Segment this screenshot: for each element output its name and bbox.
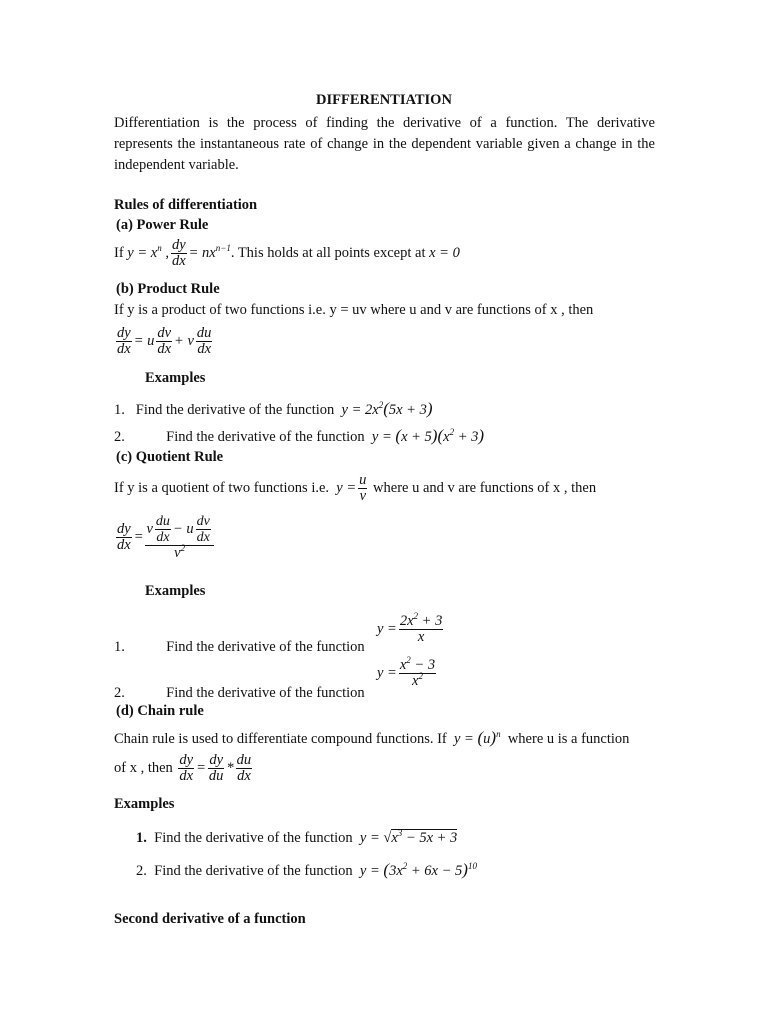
second-derivative-heading: Second derivative of a function (114, 911, 306, 927)
power-rule-heading: (a) Power Rule (116, 217, 209, 233)
example-text: Find the derivative of the function (166, 685, 365, 701)
chain-rule-line: Chain rule is used to differentiate compound functions. If $y = (u)^n$ where u is a function (114, 728, 630, 747)
chain-rule-heading: (d) Chain rule (116, 703, 204, 719)
quotient-rule-text-a: If y is a quotient of two functions i.e. (114, 479, 330, 496)
chain-rule-formula-line: of x , then $\frac{dy}{dx}$ = $\frac{dy}{du}$ * $\frac{du}{dx}$ (114, 752, 252, 784)
product-rule-line: If y is a product of two functions i.e. y = uv where u and v are functions of x , then (114, 302, 594, 318)
quotient-example-2-formula: y = $\frac{x^2 - 3}{x^2}$ (377, 655, 436, 689)
example-number: 2. (114, 429, 125, 445)
chain-rule-text-b: where u is a function (507, 731, 630, 747)
example-text: Find the derivative of the function (166, 429, 365, 445)
example-number: 1. (114, 639, 125, 655)
quotient-rule-text-b: where u and v are functions of x , then (373, 479, 597, 496)
quotient-examples-label: Examples (145, 583, 206, 599)
chain-example-2: 2. Find the derivative of the function $y = (3x^2 + 6x - 5)^{10}$ (136, 860, 477, 879)
page-title: DIFFERENTIATION (316, 92, 452, 108)
quotient-rule-heading: (c) Quotient Rule (116, 449, 224, 465)
example-number: 2. (136, 863, 147, 879)
example-number: 1. (114, 402, 125, 418)
product-rule-heading: (b) Product Rule (116, 281, 220, 297)
chain-example-1: 1. Find the derivative of the function $y = √x^3 - 5x + 3$ (136, 828, 458, 846)
chain-examples-label: Examples (114, 796, 175, 812)
chain-rule-text-a: Chain rule is used to differentiate compound functions. If (114, 731, 447, 747)
power-rule-if: If (114, 244, 124, 261)
power-rule-holds: . This holds at all points except at (230, 244, 426, 261)
quotient-example-2 (114, 685, 365, 702)
chain-rule-text-c: of x , then (114, 759, 173, 776)
power-rule-formula: $y = x^n$ , (127, 242, 169, 261)
example-text: Find the derivative of the function (154, 863, 353, 879)
quotient-example-1 (114, 639, 365, 656)
quotient-rule-line: If y is a quotient of two functions i.e. y = $\frac{u}{v}$ where u and v are functions of x , then (114, 472, 597, 504)
example-text: Find the derivative of the function (154, 830, 353, 846)
dy-dx-fraction: $\frac{dy}{dx}$ (171, 237, 186, 269)
example-number: 2. (114, 685, 125, 701)
power-rule-line: If $y = x^n$ , $\frac{dy}{dx}$ = $nx^{n-1}$. This holds at all points except at x = 0 (114, 237, 460, 269)
example-text: Find the derivative of the function (135, 402, 335, 418)
example-text: Find the derivative of the function (166, 639, 365, 655)
intro-paragraph: Differentiation is the process of finding the derivative of a function. The derivative represents the instantaneous rate of change in the dependent variable given a change in the independent variable. (114, 115, 655, 173)
product-example-2: 2. Find the derivative of the function $y = (x + 5)(x^2 + 3)$ (114, 426, 485, 445)
product-examples-label: Examples (145, 370, 206, 386)
quotient-rule-formula: $\frac{dy}{dx}$ = v $\frac{du}{dx}$ − u $\frac{dv}{dx}$ $v^2$ (114, 514, 216, 561)
product-example-1: 1. Find the derivative of the function $y = 2x^2(5x + 3)$ (114, 399, 433, 418)
example-number: 1. (136, 830, 147, 846)
rules-heading: Rules of differentiation (114, 197, 258, 213)
quotient-example-1-formula: y = $\frac{2x^2 + 3}{x}$ (377, 611, 443, 645)
product-rule-formula: $\frac{dy}{dx}$ = u $\frac{dv}{dx}$ + v $\frac{du}{dx}$ (117, 325, 212, 357)
